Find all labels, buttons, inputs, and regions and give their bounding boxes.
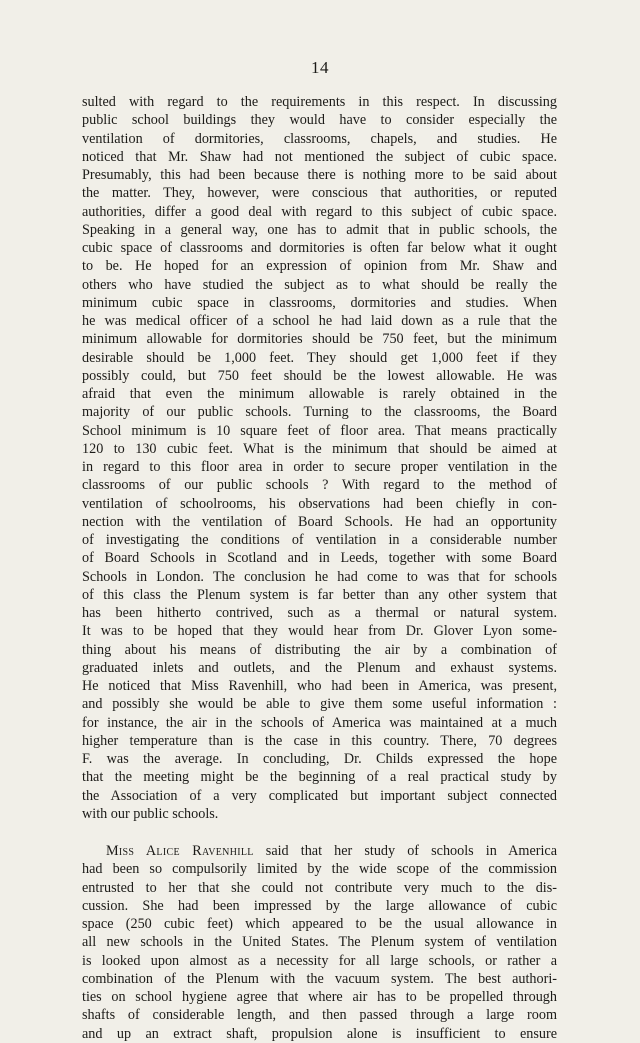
text-line: Presumably, this had been because there is nothing more to be said about [82,167,557,183]
text-line: ties on school hygiene agree that where air has to be propelled through [82,989,557,1005]
text-line: space (250 cubic feet) which appeared to be the usual allowance in [82,916,557,932]
text-line: to be. He hoped for an expression of opinion from Mr. Shaw and [82,258,557,275]
text-line: majority of our public schools. Turning to the classrooms, the Board [82,404,557,421]
text-line: that the meeting might be the beginning of a real practical study by [82,769,557,786]
body-text [82,93,557,1043]
text-line: with our public schools. [82,805,219,822]
text-line: cubic space of classrooms and dormitories is often far below what it ought [82,240,557,256]
text-line: has been hitherto contrived, such as a thermal or natural system. [82,605,557,621]
text-line: graduated inlets and outlets, and the Plenum and exhaust systems. [82,659,557,676]
text-line: authorities, differ a good deal with regard to this subject of cubic space. [82,203,557,220]
text-line: entrusted to her that she could not contribute very much to the dis- [82,879,557,896]
text-line: Schools in London. The conclusion he had come to was that for schools [82,568,557,585]
text-line: possibly could, but 750 feet should be the lowest allowable. He was [82,367,557,384]
text-line: combination of the Plenum with the vacuum system. The best authori- [82,970,557,987]
text-line: He noticed that Miss Ravenhill, who had been in America, was present, [82,678,557,694]
text-line: public school buildings they would have to consider especially the [82,112,557,129]
paragraph-gap [82,823,557,842]
text-line: in regard to this floor area in order to secure proper ventilation in the [82,459,557,475]
text-fragment: said that her study of schools in America [253,843,557,859]
text-line: the Association of a very complicated but important subject connected [82,787,557,804]
text-line: F. was the average. In concluding, Dr. Childs expressed the hope [82,751,557,767]
text-line: noticed that Mr. Shaw had not mentioned the subject of cubic space. [82,148,557,165]
text-line: sulted with regard to the requirements in this respect. In discussing [82,94,557,110]
text-line: ventilation of schoolrooms, his observations had been chiefly in con- [82,495,557,512]
text-line: the matter. They, however, were conscious that authorities, or reputed [82,185,557,202]
text-line: and up an extract shaft, propulsion alone is insufficient to ensure [82,1025,557,1042]
text-line: for instance, the air in the schools of America was maintained at a much [82,714,557,731]
text-line: shafts of considerable length, and then passed through a large room [82,1007,557,1024]
text-line: desirable should be 1,000 feet. They should get 1,000 feet if they [82,349,557,366]
text-line: minimum allowable for dormitories should be 750 feet, but the minimum [82,331,557,348]
text-line: all new schools in the United States. The Plenum system of ventilation [82,934,557,951]
text-line [82,842,557,860]
text-line: 120 to 130 cubic feet. What is the minimum that should be aimed at [82,440,557,457]
text-line: and possibly she would be able to give them some useful information : [82,696,557,713]
text-line: he was medical officer of a school he had laid down as a rule that the [82,313,557,329]
text-line: Speaking in a general way, one has to admit that in public schools, the [82,221,557,238]
text-line: ventilation of dormitories, classrooms, chapels, and studies. He [82,130,557,147]
text-line: It was to be hoped that they would hear from Dr. Glover Lyon some- [82,623,557,640]
text-line: of Board Schools in Scotland and in Leeds, together with some Board [82,550,557,567]
text-line: afraid that even the minimum allowable is rarely obtained in the [82,386,557,402]
text-line: others who have studied the subject as to what should be really the [82,276,557,293]
text-line: minimum cubic space in classrooms, dormitories and studies. When [82,294,557,311]
text-line: had been so compulsorily limited by the wide scope of the commission [82,861,557,878]
text-line: is looked upon almost as a necessity for all large schools, or rather a [82,952,557,969]
speaker-name: Miss Alice Ravenhill [106,843,254,859]
text-line: School minimum is 10 square feet of floor area. That means practically [82,422,557,439]
paragraph-2 [82,842,557,1043]
text-line: classrooms of our public schools ? With regard to the method of [82,477,557,494]
text-line: thing about his means of distributing the air by a combination of [82,641,557,658]
text-line: cussion. She had been impressed by the large allowance of cubic [82,897,557,914]
text-line: higher temperature than is the case in this country. There, 70 degrees [82,732,557,749]
text-line: of investigating the conditions of ventilation in a considerable number [82,532,557,548]
page-number: 14 [311,58,329,77]
text-line: nection with the ventilation of Board Schools. He had an opportunity [82,513,557,530]
text-line: of this class the Plenum system is far better than any other system that [82,586,557,603]
paragraph-1 [82,93,557,823]
